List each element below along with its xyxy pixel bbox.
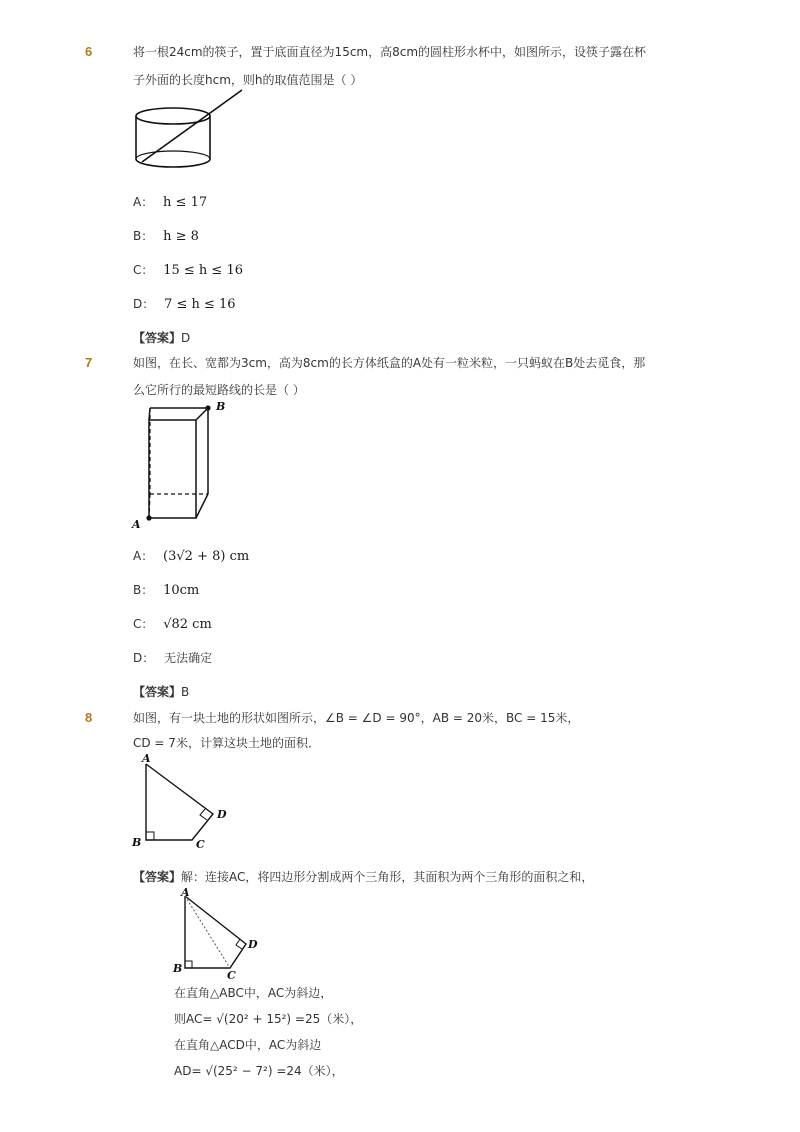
option-math: (3√2 + 8) cm	[163, 549, 250, 564]
q8-label-d: D	[217, 808, 227, 821]
option-label: A：	[133, 195, 154, 209]
q7-box-figure	[128, 396, 238, 532]
option-label: C：	[133, 263, 154, 277]
question-number-6: 6	[85, 44, 93, 59]
option-label: D：	[133, 297, 155, 311]
option-label: B：	[133, 583, 154, 597]
option-math: √82 cm	[163, 617, 212, 632]
answer-tag: 【答案】	[133, 331, 182, 345]
option-label: B：	[133, 229, 154, 243]
option-label: C：	[133, 617, 154, 631]
q8-answer-intro	[133, 869, 593, 885]
q8-quadrilateral-figure	[128, 752, 238, 852]
answer-value: D	[181, 331, 191, 345]
q6-option-d[interactable]	[133, 296, 236, 313]
q7-label-a: A	[132, 518, 141, 531]
q8-label-a: A	[142, 752, 151, 765]
option-math: 无法确定	[164, 651, 213, 665]
option-math: 7 ≤ h ≤ 16	[164, 297, 236, 312]
q6-cylinder-figure	[128, 86, 253, 176]
q7-answer	[133, 684, 189, 700]
q8-step-3: 在直角△ACD中，AC为斜边	[174, 1038, 322, 1052]
q6-option-a[interactable]	[133, 194, 207, 211]
q7-option-a[interactable]	[133, 548, 249, 565]
option-label: D：	[133, 651, 155, 665]
q8-solution-label-c: C	[227, 969, 236, 980]
q8-solution-label-b: B	[173, 962, 183, 975]
q7-option-c[interactable]	[133, 616, 212, 633]
q8-solution-label-d: D	[248, 938, 258, 951]
q7-option-b[interactable]	[133, 582, 199, 599]
option-math: 15 ≤ h ≤ 16	[163, 263, 243, 278]
question-number-8: 8	[85, 710, 93, 725]
q8-label-b: B	[132, 836, 142, 849]
q8-text-line2: CD = 7米，计算这块土地的面积．	[133, 736, 320, 750]
answer-tag: 【答案】	[133, 685, 182, 699]
question-number-7: 7	[85, 355, 93, 370]
option-label: A：	[133, 549, 154, 563]
option-math: h ≤ 17	[163, 195, 208, 210]
q8-text-line1: 如图，有一块土地的形状如图所示，∠B = ∠D = 90°，AB = 20米，BC = 15米，	[133, 711, 580, 725]
answer-intro-text: 解：连接AC，将四边形分割成两个三角形，其面积为两个三角形的面积之和，	[181, 870, 594, 884]
q6-option-b[interactable]	[133, 228, 199, 245]
q6-answer	[133, 330, 190, 346]
q8-step-1: 在直角△ABC中，AC为斜边，	[174, 986, 333, 1000]
answer-value: B	[181, 685, 190, 699]
q8-solution-label-a: A	[181, 888, 190, 899]
q7-label-b: B	[216, 400, 226, 413]
q7-option-d[interactable]	[133, 650, 212, 666]
q6-text-line1: 将一根24cm的筷子，置于底面直径为15cm，高8cm的圆柱形水杯中，如图所示，设筷子露在杯	[133, 45, 647, 59]
option-math: h ≥ 8	[163, 229, 199, 244]
q8-step-4: AD= √(25² − 7²) =24（米），	[174, 1064, 344, 1078]
q6-text-line2: 子外面的长度hcm，则h的取值范围是（ ）	[133, 73, 363, 87]
q8-step-2: 则AC= √(20² + 15²) =25（米），	[174, 1012, 363, 1026]
q7-text-line1: 如图，在长、宽都为3cm，高为8cm的长方体纸盒的A处有一粒米粒，一只蚂蚁在B处去觅食，那	[133, 356, 646, 370]
q6-option-c[interactable]	[133, 262, 243, 279]
q7-text-line2: 么它所行的最短路线的长是（ ）	[133, 383, 305, 397]
q8-label-c: C	[196, 838, 205, 851]
q8-solution-figure	[170, 888, 270, 980]
option-math: 10cm	[163, 583, 200, 598]
answer-tag: 【答案】	[133, 870, 182, 884]
